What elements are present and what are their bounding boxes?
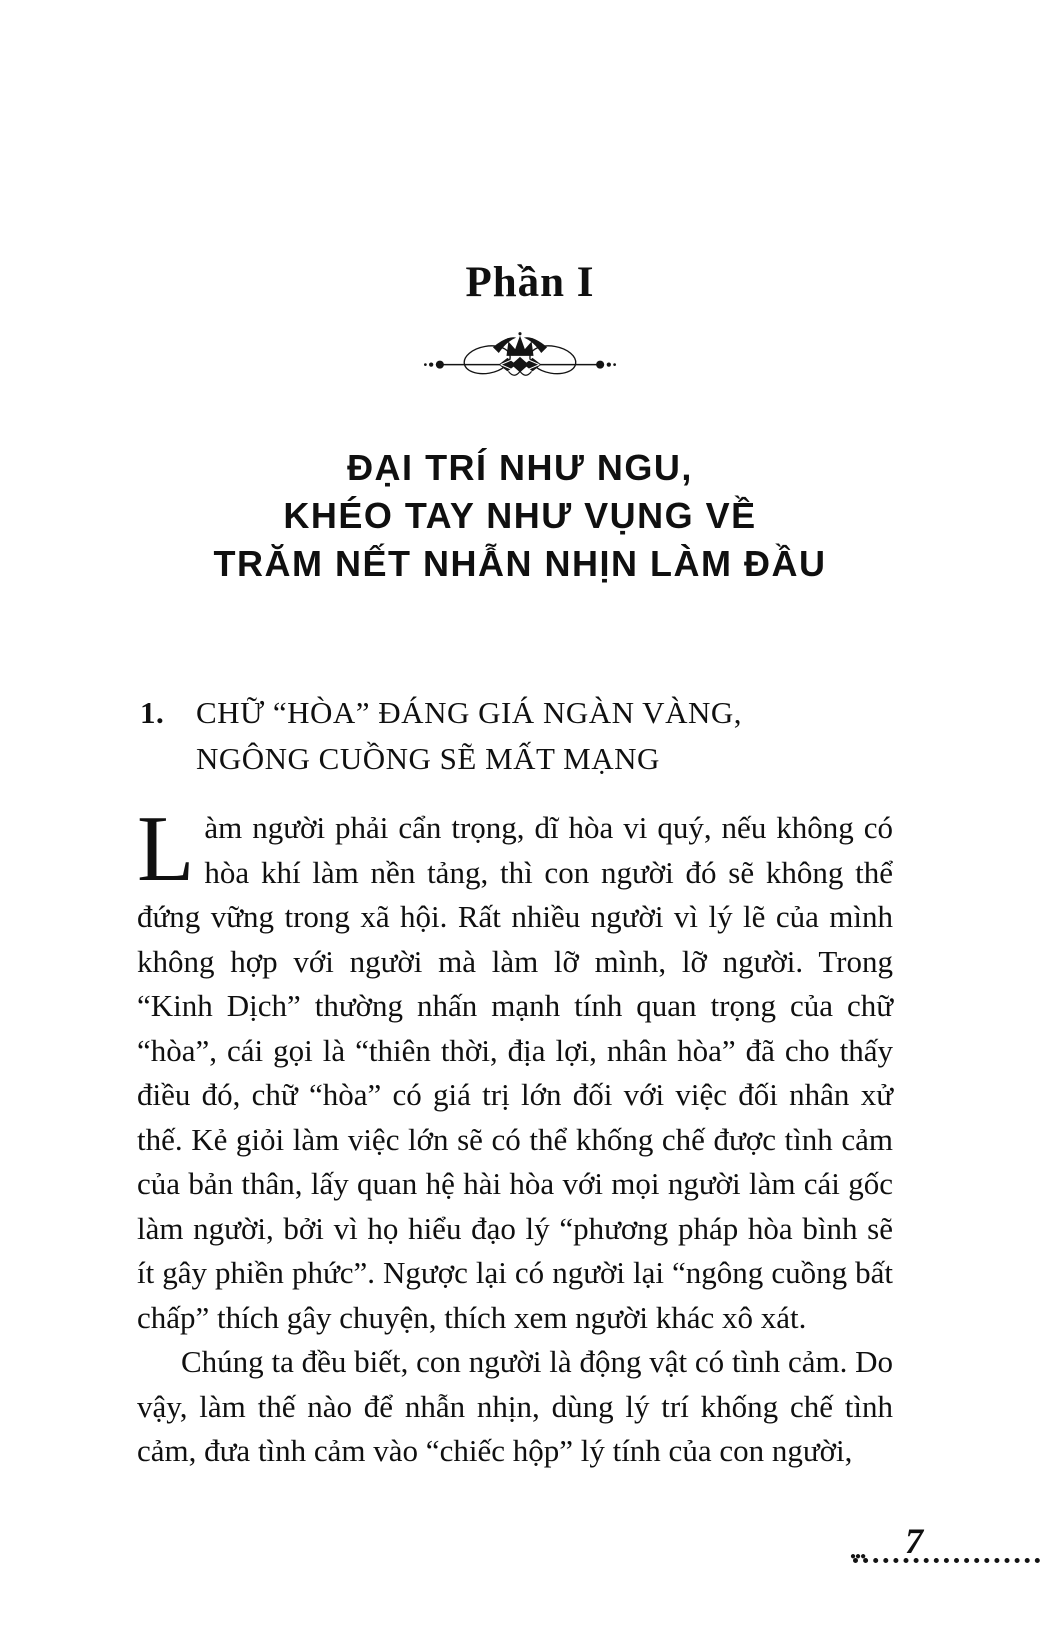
drop-cap: L [137,797,195,901]
body-text [137,797,893,1474]
crown-flourish-icon [423,326,617,382]
dotted-line [853,1558,1040,1563]
section-number: 1. [140,695,165,730]
chapter-title [90,444,950,588]
section-heading [140,690,910,782]
chapter-title-line-3: TRĂM NẾT NHẪN NHỊN LÀM ĐẦU [213,543,827,584]
section-heading-line-2: NGÔNG CUỒNG SẼ MẤT MẠNG [196,741,660,776]
chapter-title-line-2: KHÉO TAY NHƯ VỤNG VỀ [283,495,757,536]
ornament-divider [423,326,617,382]
page-number: 7 [905,1521,923,1561]
part-label: Phần I [465,259,595,306]
paragraph-1 [137,797,893,1340]
paragraph-1-text: àm người phải cẩn trọng, dĩ hòa vi quý, nếu không có hòa khí làm nền tảng, thì con người đó sẽ không thể đứng vững trong xã hội. Rất nhiều người vì lý lẽ của mình không hợp với người mà làm lỡ mình, lỡ người. Trong “Kinh Dịch” thường nhấn mạnh tính quan trọng của chữ “hòa”, cái gọi là “thiên thời, địa lợi, nhân hòa” đã cho thấy điều đó, chữ “hòa” có giá trị lớn đối với việc đối nhân xử thế. Kẻ giỏi làm việc lớn sẽ có thể khống chế được tình cảm của bản thân, lấy quan hệ hài hòa với mọi người làm cái gốc làm người, bởi vì họ hiểu đạo lý “phương pháp hòa bình sẽ ít gây phiền phức”. Ngược lại có người lại “ngông cuồng bất chấp” thích gây chuyện, thích xem người khác xô xát. [137,810,893,1335]
paragraph-2: Chúng ta đều biết, con người là động vật có tình cảm. Do vậy, làm thế nào để nhẫn nhịn, dùng lý trí khống chế tình cảm, đưa tình cảm vào “chiếc hộp” lý tính của con người, [137,1344,893,1468]
page-footer [853,1521,1040,1574]
section-heading-text [196,690,910,782]
section-heading-line-1: CHỮ “HÒA” ĐÁNG GIÁ NGÀN VÀNG, [196,695,742,730]
chapter-title-line-1: ĐẠI TRÍ NHƯ NGU, [347,447,693,488]
